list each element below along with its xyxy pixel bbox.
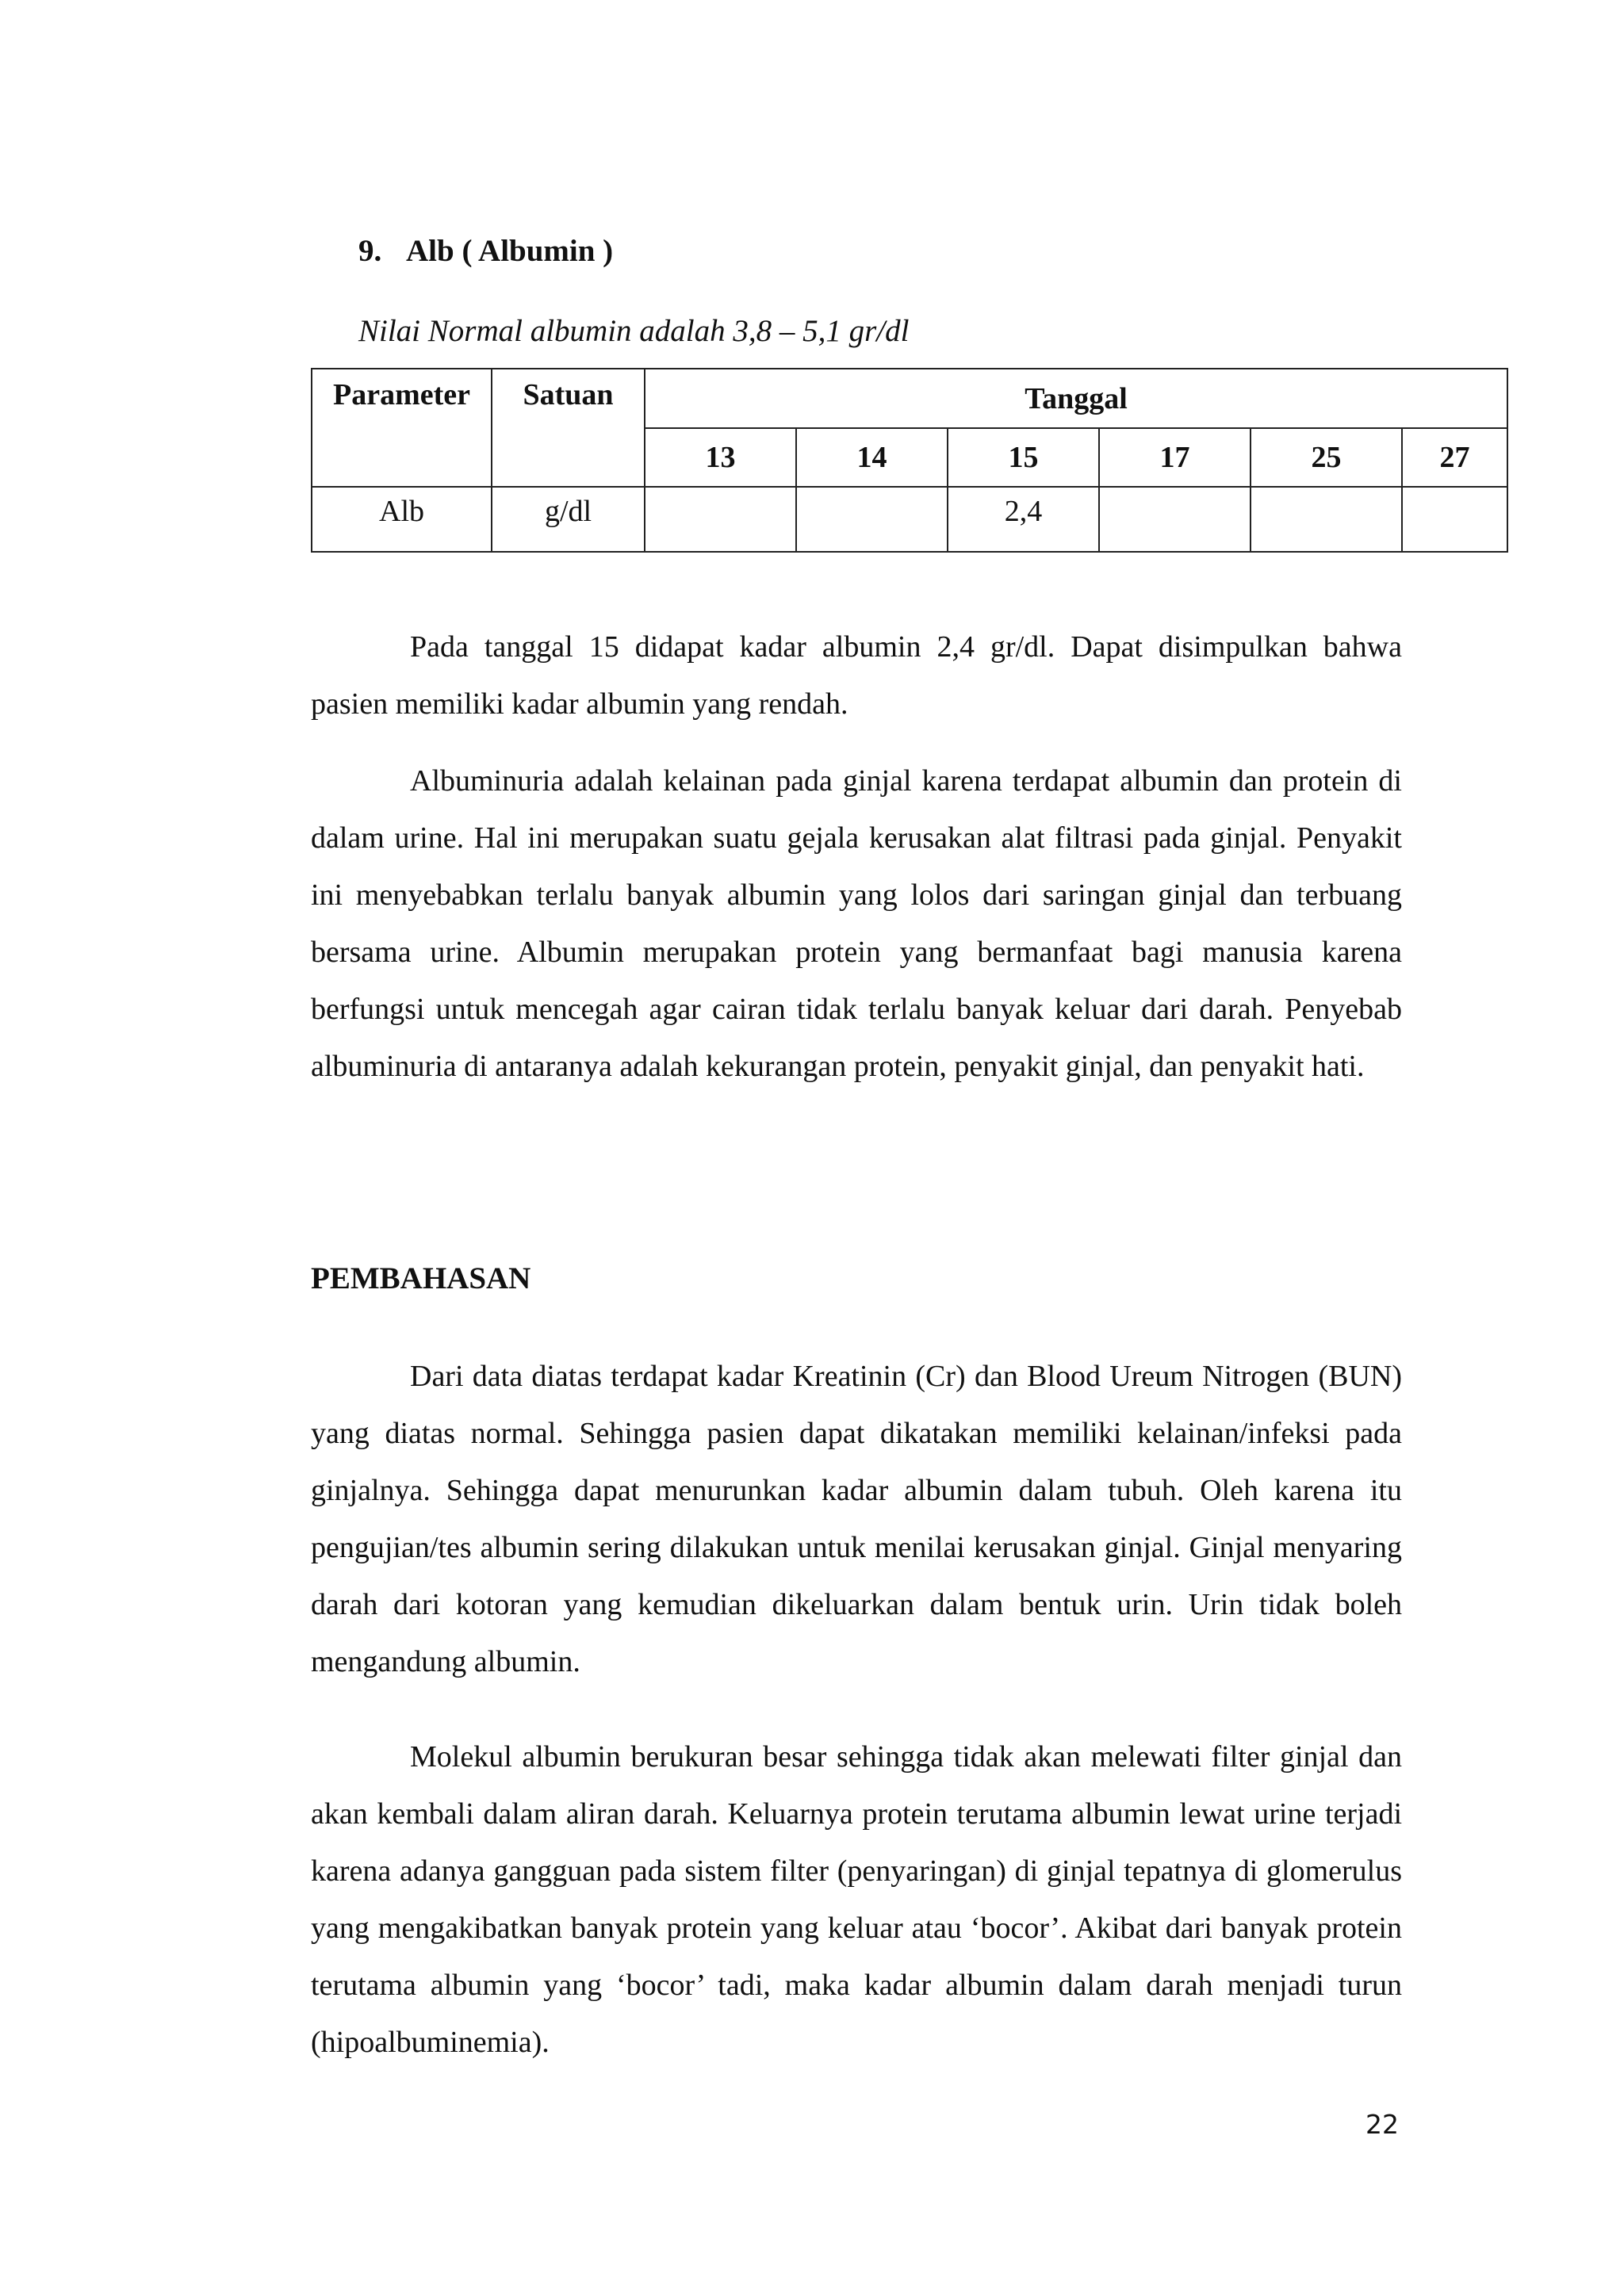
table-row [312,487,1507,552]
discussion-paragraph-1 [311,1348,1402,1690]
row-satuan: g/dl [492,487,645,552]
date-cell: 17 [1099,428,1251,487]
section-number: 9. [358,234,382,268]
value-cell [1402,487,1507,552]
result-paragraph [311,618,1402,733]
page-number: 22 [1365,2109,1399,2140]
section-title: Alb ( Albumin ) [406,234,614,268]
date-cell: 27 [1402,428,1507,487]
discussion-title: PEMBAHASAN [311,1261,531,1295]
albumin-table [311,368,1508,553]
discussion-paragraph-2 [311,1728,1402,2071]
value-cell [796,487,948,552]
value-cell [645,487,796,552]
result-paragraph-text: Pada tanggal 15 didapat kadar albumin 2,4 gr/dl. Dapat disimpulkan bahwa pasien memiliki kadar albumin yang rendah. [311,630,1402,721]
date-cell: 25 [1251,428,1402,487]
date-cell: 14 [796,428,948,487]
albuminuria-paragraph-text: Albuminuria adalah kelainan pada ginjal karena terdapat albumin dan protein di dalam urine. Hal ini merupakan suatu gejala kerusakan alat filtrasi pada ginjal. Penyakit ini menyebabkan terlalu banyak albumin yang lolos dari saringan ginjal dan terbuang bersama urine. Albumin merupakan protein yang bermanfaat bagi manusia karena berfungsi untuk mencegah agar cairan tidak terlalu banyak keluar dari darah. Penyebab albuminuria di antaranya adalah kekurangan protein, penyakit ginjal, dan penyakit hati. [311,764,1402,1083]
date-cell: 15 [948,428,1099,487]
discussion-paragraph-2-text: Molekul albumin berukuran besar sehingga tidak akan melewati filter ginjal dan akan kembali dalam aliran darah. Keluarnya protein terutama albumin lewat urine terjadi karena adanya gangguan pada sistem filter (penyaringan) di ginjal tepatnya di glomerulus yang mengakibatkan banyak protein yang keluar atau ‘bocor’. Akibat dari banyak protein terutama albumin yang ‘bocor’ tadi, maka kadar albumin dalam darah menjadi turun (hipoalbuminemia). [311,1740,1402,2059]
date-cell: 13 [645,428,796,487]
value-cell: 2,4 [948,487,1099,552]
header-parameter: Parameter [312,369,492,487]
section-heading [358,232,613,271]
discussion-paragraph-1-text: Dari data diatas terdapat kadar Kreatinin (Cr) dan Blood Ureum Nitrogen (BUN) yang diatas normal. Sehingga pasien dapat dikatakan memiliki kelainan/infeksi pada ginjalnya. Sehingga dapat menurunkan kadar albumin dalam tubuh. Oleh karena itu pengujian/tes albumin sering dilakukan untuk menilai kerusakan ginjal. Ginjal menyaring darah dari kotoran yang kemudian dikeluarkan dalam bentuk urin. Urin tidak boleh mengandung albumin. [311,1360,1402,1678]
value-cell [1251,487,1402,552]
normal-value-note: Nilai Normal albumin adalah 3,8 – 5,1 gr/dl [358,314,910,348]
header-tanggal: Tanggal [645,369,1507,428]
row-parameter: Alb [312,487,492,552]
albuminuria-paragraph [311,752,1402,1095]
header-satuan: Satuan [492,369,645,487]
value-cell [1099,487,1251,552]
table-header-row [312,369,1507,428]
